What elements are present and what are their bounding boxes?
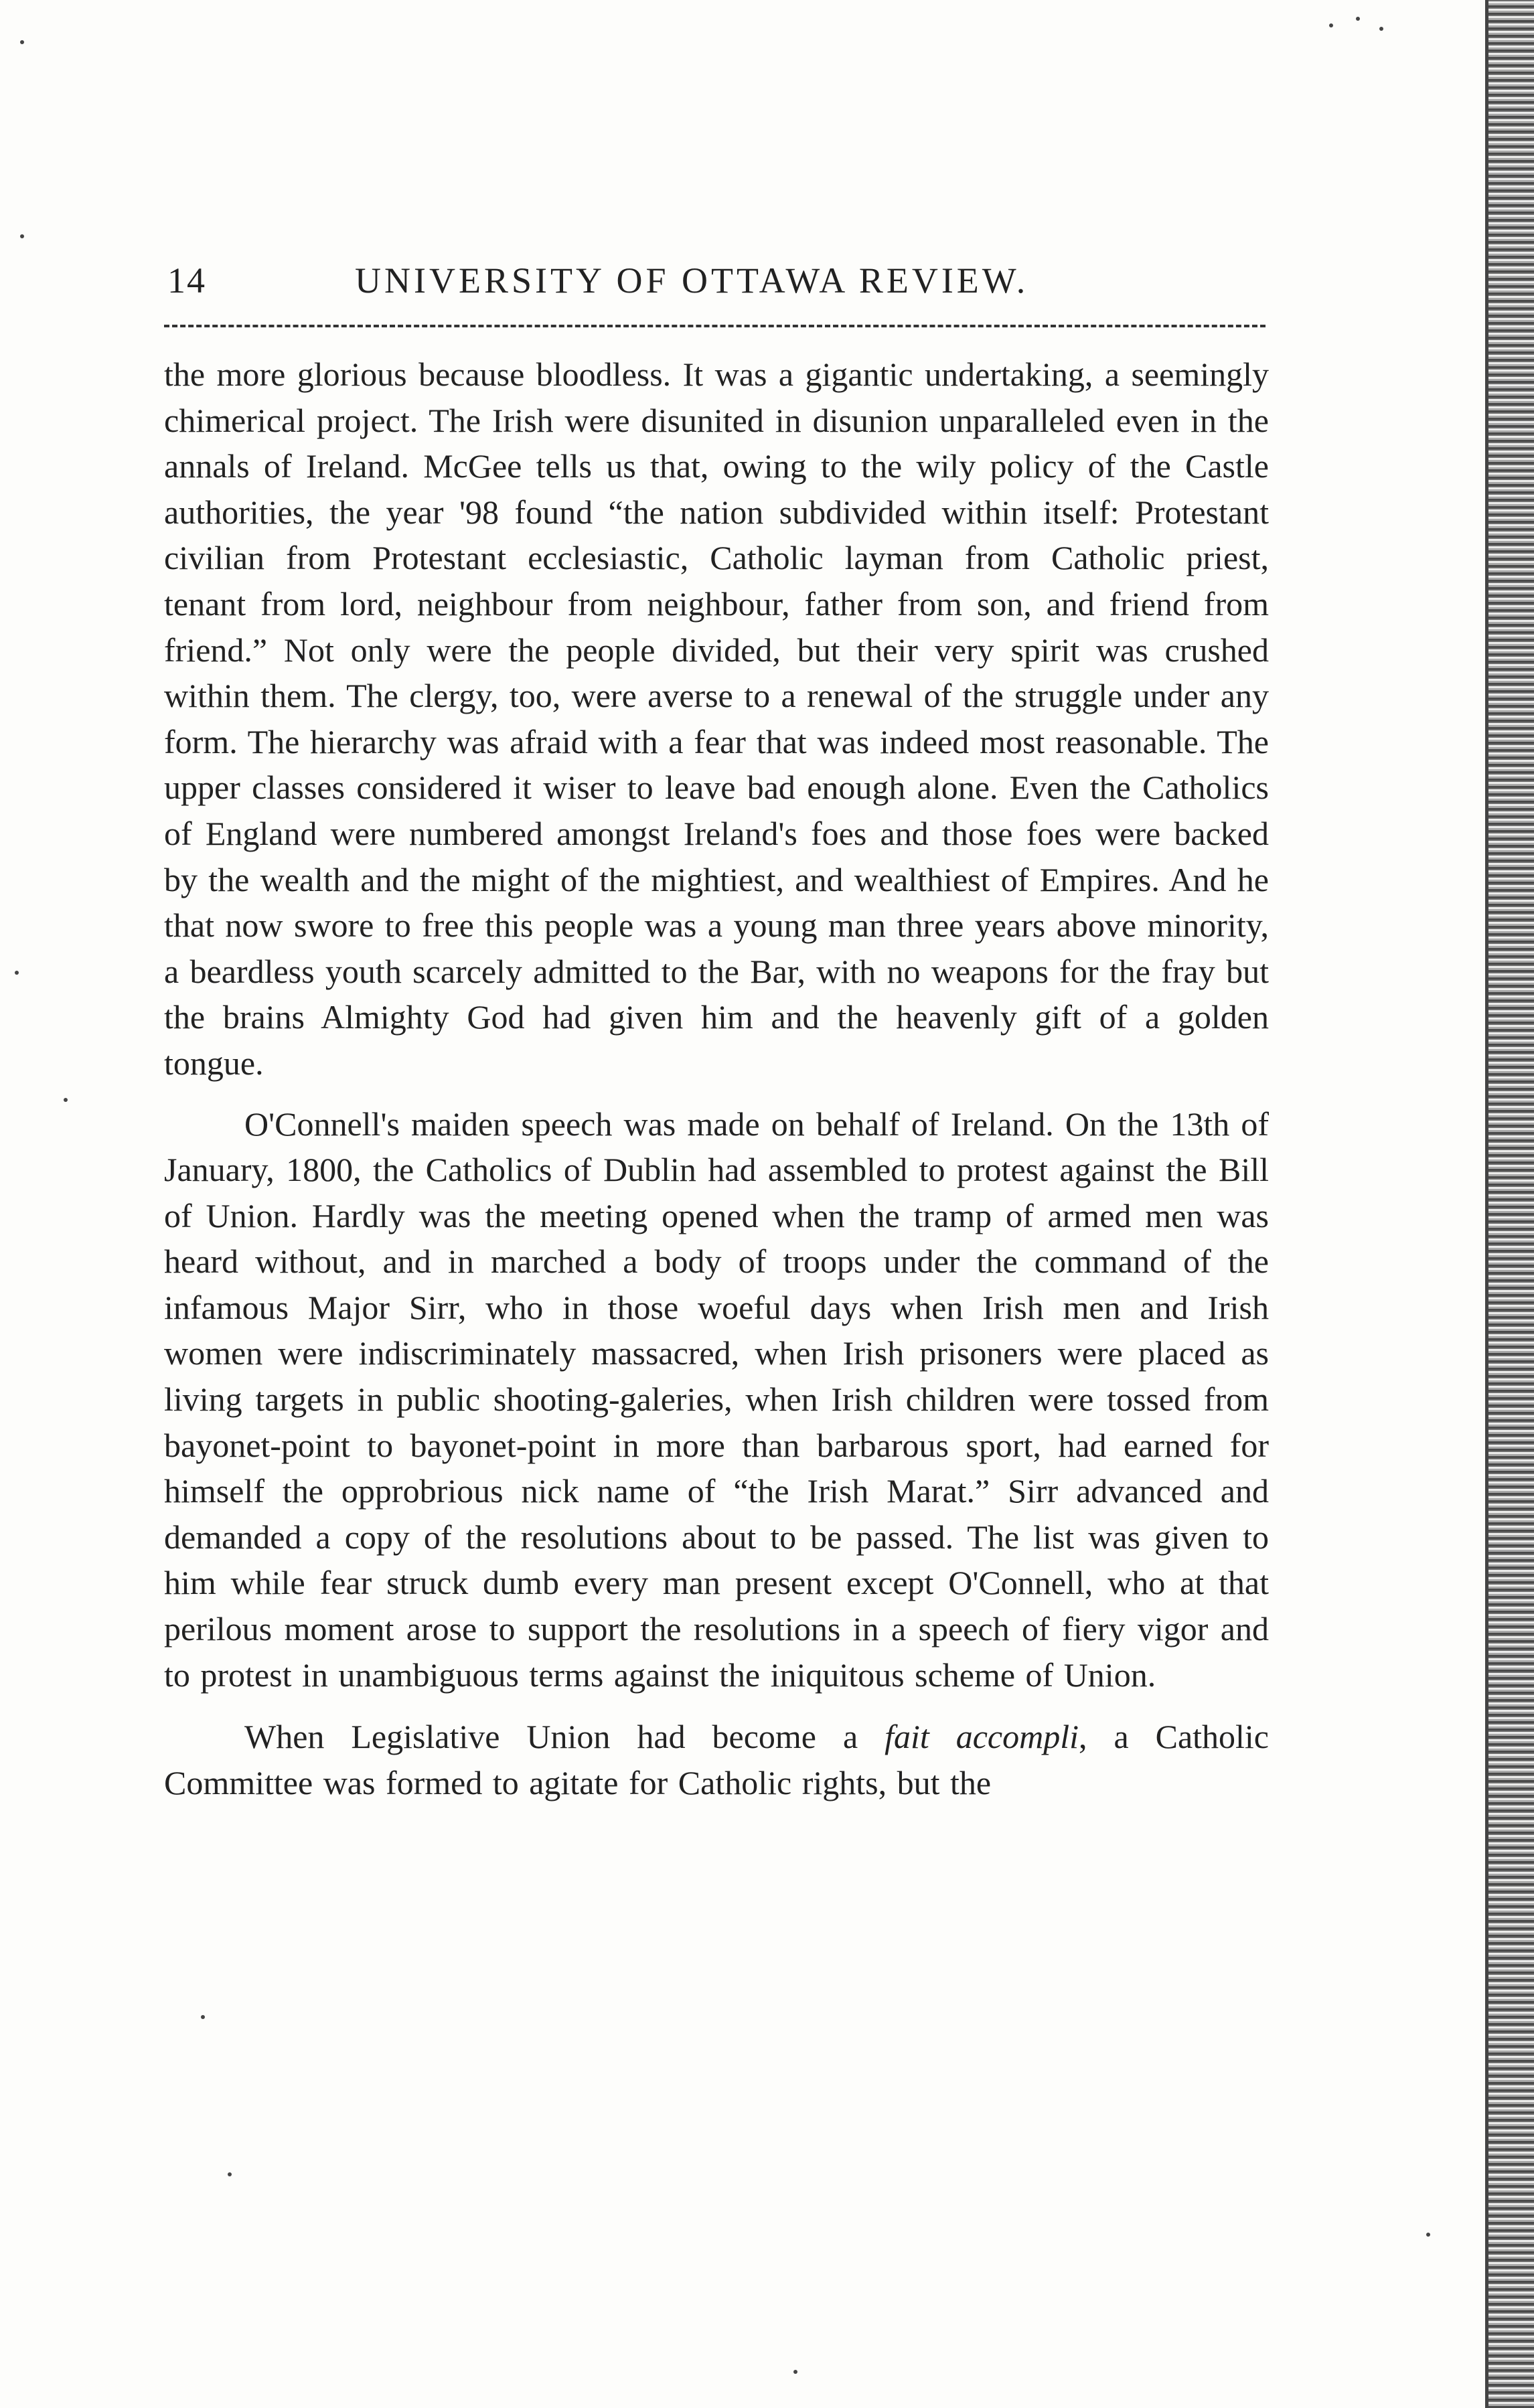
page-binding-edge bbox=[1487, 0, 1534, 2408]
scan-speck bbox=[15, 971, 19, 975]
paragraph-3-italic-phrase: fait accompli bbox=[885, 1718, 1079, 1756]
scan-speck bbox=[20, 234, 24, 238]
paragraph-3 bbox=[164, 1714, 1269, 1805]
paragraph-1: the more glorious because bloodless. It was a gigantic undertaking, a seemingly chimerical project. The Irish were disunited in disunion unparalleled even in the annals of Ireland. McGee tells us that, owing to the wily policy of the Castle authorities, the year '98 found “the nation subdivided within itself: Protestant civilian from Protestant ecclesiastic, Catholic layman from Catholic priest, tenant from lord, neighbour from neighbour, father from son, and friend from friend.” Not only were the people divided, but their very spirit was crushed within them. The clergy, too, were averse to a renewal of the struggle under any form. The hierarchy was afraid with a fear that was indeed most reasonable. The upper classes considered it wiser to leave bad enough alone. Even the Catholics of England were numbered amongst Ireland's foes and those foes were backed by the wealth and the might of the mightiest, and wealthiest of Empires. And he that now swore to free this people was a young man three years above minority, a beardless youth scarcely admitted to the Bar, with no weapons for the fray but the brains Almighty God had given him and the heavenly gift of a golden tongue. bbox=[164, 355, 1269, 1082]
scan-speck bbox=[1379, 27, 1383, 31]
scan-speck bbox=[228, 2172, 232, 2176]
scan-speck bbox=[1426, 2233, 1430, 2237]
paragraph-2: O'Connell's maiden speech was made on behalf of Ireland. On the 13th of January, 1800, the Catholics of Dublin had assembled to protest against the Bill of Union. Hardly was the meeting opened when the tramp of armed men was heard without, and in marched a body of troops under the command of the infamous Major Sirr, who in those woeful days when Irish men and Irish women were indiscriminately massacred, when Irish prisoners were placed as living targets in public shooting-galeries, when Irish children were tossed from bayonet-point to bayonet-point in more than barbarous sport, had earned for himself the opprobrious nick name of “the Irish Marat.” Sirr advanced and demanded a copy of the resolutions about to be passed. The list was given to him while fear struck dumb every man present except O'Connell, who at that perilous moment arose to support the resolutions in a speech of fiery vigor and to protest in unambiguous terms against the iniquitous scheme of Union. bbox=[164, 1105, 1269, 1694]
scan-speck bbox=[64, 1098, 68, 1102]
scan-speck bbox=[793, 2370, 797, 2374]
paragraph-3-start: When Legislative Union had become a bbox=[244, 1718, 885, 1756]
paragraph-3-end: , a Catholic Committee was formed to agitate for Catholic rights, but the bbox=[164, 1718, 1270, 1801]
header-rule bbox=[164, 325, 1265, 327]
article-body bbox=[164, 351, 1269, 1805]
page-binding-line bbox=[1485, 0, 1488, 2408]
scan-speck bbox=[201, 2015, 205, 2019]
journal-title: UNIVERSITY OF OTTAWA REVIEW. bbox=[355, 260, 1029, 301]
scan-speck bbox=[1329, 23, 1333, 27]
running-head bbox=[167, 260, 1265, 313]
page-number: 14 bbox=[167, 260, 206, 301]
scan-speck bbox=[1356, 17, 1360, 21]
scan-speck bbox=[20, 40, 24, 44]
